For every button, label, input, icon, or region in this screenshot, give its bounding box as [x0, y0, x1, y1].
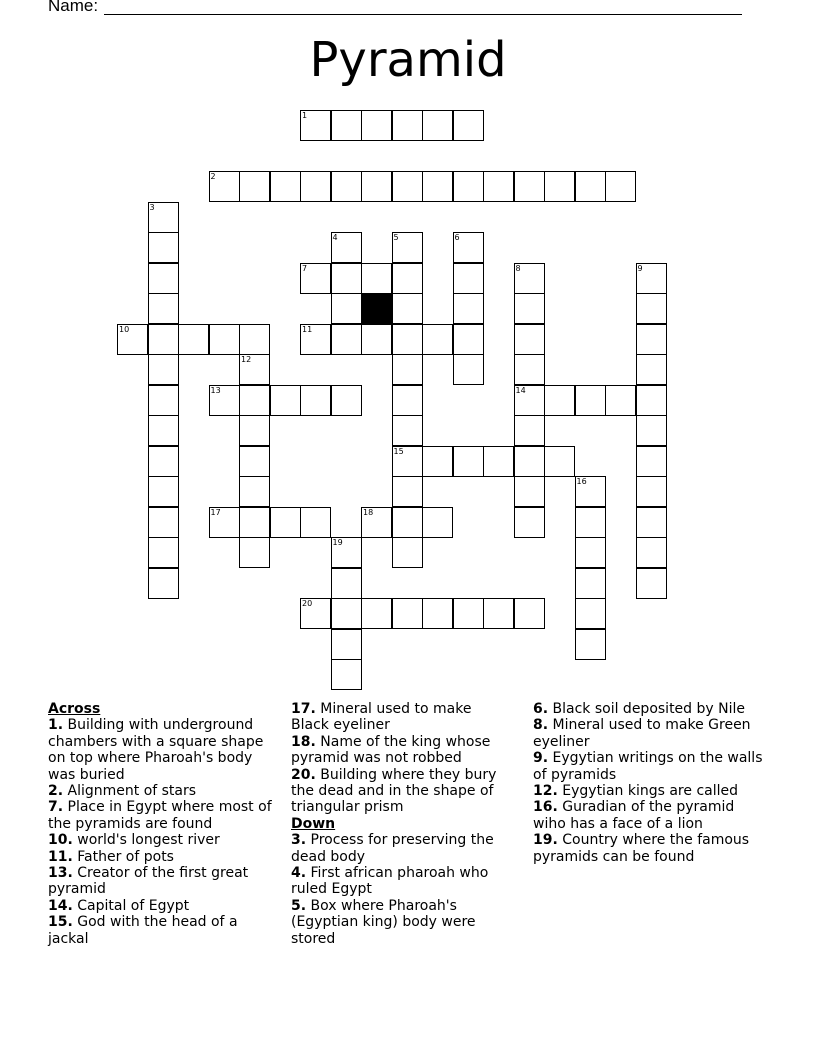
grid-cell[interactable] [361, 263, 392, 294]
grid-cell[interactable] [392, 263, 423, 294]
grid-cell[interactable] [209, 507, 240, 538]
clue-number: 18 [363, 507, 374, 517]
grid-cell[interactable] [117, 324, 148, 355]
grid-cell[interactable] [239, 354, 270, 385]
grid-cell[interactable] [361, 507, 392, 538]
grid-cell[interactable] [514, 354, 545, 385]
grid-cell[interactable] [392, 446, 423, 477]
clue-number-label: 18. [291, 733, 316, 750]
clue-text: Mineral used to make Green eyeliner [533, 717, 751, 750]
clue-item [291, 898, 511, 947]
grid-cell[interactable] [239, 476, 270, 507]
grid-cell[interactable] [148, 232, 179, 263]
grid-cell[interactable] [605, 171, 636, 202]
grid-cell[interactable] [514, 598, 545, 629]
clue-number-label: 5. [291, 897, 307, 914]
grid-cell[interactable] [331, 263, 362, 294]
grid-cell[interactable] [575, 171, 606, 202]
clue-number-label: 13. [48, 865, 73, 882]
grid-cell[interactable] [636, 446, 667, 477]
grid-cell[interactable] [575, 537, 606, 568]
grid-cell[interactable] [300, 171, 331, 202]
clue-text: First african pharoah who ruled Egypt [291, 865, 489, 898]
grid-cell[interactable] [422, 324, 453, 355]
grid-cell[interactable] [361, 324, 392, 355]
grid-cell[interactable] [483, 598, 514, 629]
grid-cell[interactable] [148, 354, 179, 385]
grid-cell[interactable] [209, 171, 240, 202]
grid-cell[interactable] [148, 476, 179, 507]
grid-cell[interactable] [575, 568, 606, 599]
grid-cell[interactable] [422, 110, 453, 141]
clue-text: Process for preserving the dead body [291, 832, 494, 865]
grid-cell[interactable] [392, 476, 423, 507]
grid-cell[interactable] [636, 476, 667, 507]
grid-cell[interactable] [300, 263, 331, 294]
grid-cell[interactable] [392, 232, 423, 263]
clue-number: 16 [576, 477, 587, 486]
grid-cell[interactable] [514, 324, 545, 355]
grid-cell[interactable] [148, 263, 179, 294]
clue-number-label: 7. [48, 799, 64, 816]
clue-number: 9 [637, 263, 643, 273]
clue-item [533, 799, 763, 832]
grid-cell[interactable] [331, 293, 362, 324]
clue-text: Creator of the first great pyramid [48, 865, 249, 898]
clue-text: Building with underground chambers with a square shape on top where Pharoah's body was buried [48, 717, 264, 783]
grid-cell[interactable] [361, 171, 392, 202]
grid-cell[interactable] [575, 385, 606, 416]
grid-cell[interactable] [636, 293, 667, 324]
grid-cell[interactable] [636, 537, 667, 568]
grid-cell[interactable] [300, 507, 331, 538]
grid-cell[interactable] [453, 446, 484, 477]
grid-cell[interactable] [209, 324, 240, 355]
clue-section-heading: Across [48, 701, 101, 717]
grid-cell[interactable] [148, 568, 179, 599]
grid-cell[interactable] [422, 171, 453, 202]
clue-text: Alignment of stars [63, 783, 197, 800]
grid-cell[interactable] [575, 507, 606, 538]
grid-cell[interactable] [636, 415, 667, 446]
grid-cell[interactable] [636, 568, 667, 599]
clue-text: God with the head of a jackal [48, 914, 238, 947]
grid-cell[interactable] [239, 415, 270, 446]
clue-number-label: 12. [533, 783, 558, 800]
clue-item [48, 832, 278, 848]
grid-cell[interactable] [148, 202, 179, 233]
clue-item [48, 849, 278, 865]
clue-number-label: 16. [533, 799, 558, 816]
grid-cell[interactable] [239, 171, 270, 202]
grid-cell[interactable] [148, 293, 179, 324]
clue-number-label: 15. [48, 914, 73, 931]
grid-cell[interactable] [514, 507, 545, 538]
clue-item [533, 750, 763, 783]
grid-cell[interactable] [270, 171, 301, 202]
clue-number-label: 11. [48, 848, 73, 865]
grid-cell[interactable] [544, 446, 575, 477]
clue-item [48, 914, 278, 947]
clue-text: Eygytian kings are called [557, 783, 738, 800]
grid-cell[interactable] [300, 598, 331, 629]
grid-cell[interactable] [514, 415, 545, 446]
clues-column-1 [48, 701, 278, 947]
grid-cell[interactable] [148, 507, 179, 538]
grid-cell[interactable] [331, 232, 362, 263]
grid-cell[interactable] [331, 324, 362, 355]
grid-cell[interactable] [331, 568, 362, 599]
clue-number: 7 [302, 263, 308, 273]
grid-cell[interactable] [392, 415, 423, 446]
grid-cell[interactable] [392, 110, 423, 141]
grid-cell[interactable] [392, 354, 423, 385]
grid-cell[interactable] [544, 171, 575, 202]
grid-cell[interactable] [453, 324, 484, 355]
grid-cell[interactable] [148, 385, 179, 416]
clue-number: 19 [332, 538, 343, 547]
clue-text: Eygytian writings on the walls of pyramids [533, 750, 763, 783]
grid-cell[interactable] [453, 232, 484, 263]
clue-number: 10 [119, 324, 130, 334]
black-cell [361, 293, 392, 324]
clue-item [533, 832, 763, 865]
clues-column-2 [291, 701, 511, 947]
grid-cell[interactable] [575, 476, 606, 507]
grid-cell[interactable] [270, 507, 301, 538]
grid-cell[interactable] [331, 598, 362, 629]
grid-cell[interactable] [392, 385, 423, 416]
grid-cell[interactable] [453, 171, 484, 202]
clue-item [48, 717, 278, 783]
clue-number-label: 2. [48, 783, 64, 800]
grid-cell[interactable] [514, 476, 545, 507]
clue-number-label: 8. [533, 717, 549, 734]
grid-cell[interactable] [514, 446, 545, 477]
clue-text: Guradian of the pyramid wiho has a face of a lion [533, 799, 735, 832]
clue-number: 4 [332, 233, 338, 242]
clue-item [48, 783, 278, 799]
clue-item [291, 832, 511, 865]
grid-cell[interactable] [361, 110, 392, 141]
clue-number: 12 [241, 355, 252, 364]
clue-number: 15 [393, 446, 404, 456]
grid-cell[interactable] [300, 324, 331, 355]
grid-cell[interactable] [575, 598, 606, 629]
clue-text: Mineral used to make Black eyeliner [291, 701, 472, 734]
clue-number: 1 [302, 111, 308, 120]
grid-cell[interactable] [636, 354, 667, 385]
grid-cell[interactable] [453, 354, 484, 385]
clue-text: Place in Egypt where most of the pyramids are found [48, 799, 272, 832]
grid-cell[interactable] [331, 110, 362, 141]
clue-item [533, 701, 763, 717]
grid-cell[interactable] [178, 324, 209, 355]
clue-number-label: 17. [291, 701, 316, 717]
grid-cell[interactable] [483, 171, 514, 202]
clue-text: Building where they bury the dead and in the shape of triangular prism [291, 766, 497, 816]
clue-number: 17 [210, 507, 221, 517]
grid-cell[interactable] [148, 415, 179, 446]
grid-cell[interactable] [392, 507, 423, 538]
grid-cell[interactable] [300, 385, 331, 416]
clue-text: world's longest river [72, 832, 220, 849]
grid-cell[interactable] [239, 446, 270, 477]
clue-item [291, 767, 511, 816]
clue-number-label: 10. [48, 832, 73, 849]
grid-cell[interactable] [514, 171, 545, 202]
grid-cell[interactable] [300, 110, 331, 141]
grid-cell[interactable] [514, 385, 545, 416]
grid-cell[interactable] [422, 446, 453, 477]
grid-cell[interactable] [636, 324, 667, 355]
grid-cell[interactable] [392, 324, 423, 355]
grid-cell[interactable] [392, 293, 423, 324]
grid-cell[interactable] [239, 324, 270, 355]
clue-number: 8 [515, 263, 521, 273]
clue-number-label: 1. [48, 717, 64, 734]
clue-item [48, 865, 278, 898]
clue-number-label: 6. [533, 701, 549, 717]
grid-cell[interactable] [422, 598, 453, 629]
clue-number: 11 [302, 324, 313, 334]
grid-cell[interactable] [514, 293, 545, 324]
grid-cell[interactable] [239, 507, 270, 538]
grid-cell[interactable] [361, 598, 392, 629]
grid-cell[interactable] [636, 507, 667, 538]
clue-number-label: 3. [291, 832, 307, 849]
clue-number: 20 [302, 599, 313, 608]
grid-cell[interactable] [270, 385, 301, 416]
clue-number-label: 9. [533, 750, 549, 767]
grid-cell[interactable] [453, 293, 484, 324]
clue-text: Country where the famous pyramids can be found [533, 832, 750, 865]
clue-number-label: 20. [291, 766, 316, 783]
grid-cell[interactable] [453, 110, 484, 141]
clues-column-3 [533, 701, 763, 865]
grid-cell[interactable] [453, 263, 484, 294]
clue-item [291, 734, 511, 767]
clue-item [291, 701, 511, 734]
grid-cell[interactable] [392, 598, 423, 629]
grid-cell[interactable] [148, 537, 179, 568]
clue-number: 14 [515, 385, 526, 395]
name-field[interactable] [104, 14, 742, 15]
page-title: Pyramid [309, 32, 507, 88]
clue-item [533, 717, 763, 750]
grid-cell[interactable] [148, 324, 179, 355]
grid-cell[interactable] [331, 659, 362, 690]
grid-cell[interactable] [331, 537, 362, 568]
clue-text: Name of the king whose pyramid was not robbed [291, 733, 491, 767]
clue-item [533, 783, 763, 799]
name-label: Name: [48, 0, 99, 15]
clue-text: Capital of Egypt [72, 897, 190, 914]
grid-cell[interactable] [544, 385, 575, 416]
clue-text: Box where Pharoah's (Egyptian king) body were stored [291, 897, 476, 947]
clue-number-label: 19. [533, 832, 558, 849]
clue-number: 13 [210, 385, 221, 395]
clue-number: 3 [149, 202, 155, 212]
grid-cell[interactable] [453, 598, 484, 629]
clue-number: 6 [454, 233, 460, 242]
clue-item [48, 799, 278, 832]
clue-number: 2 [210, 172, 216, 181]
clue-number-label: 14. [48, 897, 73, 914]
grid-cell[interactable] [392, 171, 423, 202]
grid-cell[interactable] [636, 385, 667, 416]
grid-cell[interactable] [605, 385, 636, 416]
clue-text: Father of pots [72, 848, 174, 865]
clue-number-label: 4. [291, 865, 307, 882]
grid-cell[interactable] [392, 537, 423, 568]
clue-text: Black soil deposited by Nile [548, 701, 745, 717]
grid-cell[interactable] [148, 446, 179, 477]
grid-cell[interactable] [331, 629, 362, 660]
grid-cell[interactable] [422, 507, 453, 538]
grid-cell[interactable] [575, 629, 606, 660]
grid-cell[interactable] [239, 385, 270, 416]
grid-cell[interactable] [514, 263, 545, 294]
grid-cell[interactable] [483, 446, 514, 477]
grid-cell[interactable] [331, 385, 362, 416]
clue-item [291, 865, 511, 898]
grid-cell[interactable] [209, 385, 240, 416]
grid-cell[interactable] [239, 537, 270, 568]
clue-item [48, 898, 278, 914]
clue-section-heading: Down [291, 815, 336, 832]
grid-cell[interactable] [331, 171, 362, 202]
grid-cell[interactable] [636, 263, 667, 294]
clue-number: 5 [393, 233, 399, 242]
